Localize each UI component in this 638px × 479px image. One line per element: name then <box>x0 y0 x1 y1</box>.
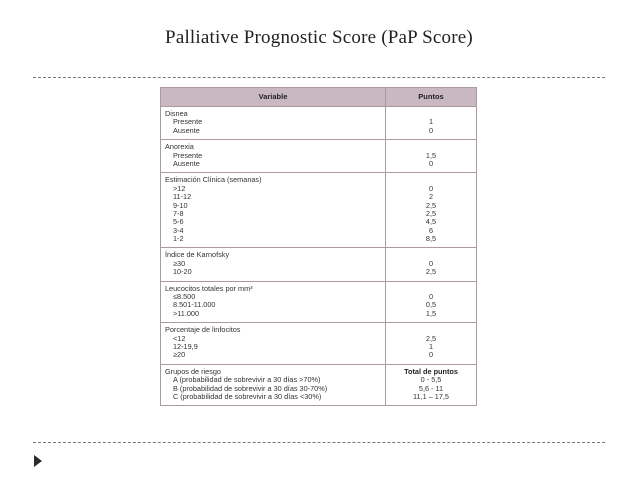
points-cell <box>386 248 477 281</box>
option-points: 1 <box>428 117 434 127</box>
option-points: 0 <box>428 292 434 302</box>
option-points: 0 - 5,5 <box>420 375 442 385</box>
option-label: 5-6 <box>173 217 184 227</box>
option-points: 2 <box>428 192 434 202</box>
option-label: >12 <box>173 183 186 193</box>
option-points: 2,5 <box>425 267 437 277</box>
group-name: Estimación Clínica (semanas) <box>165 175 262 185</box>
table-row-lymphocytes <box>161 323 477 365</box>
option-points: 0 <box>428 125 434 135</box>
option-label: 3-4 <box>173 225 184 235</box>
option-label: Presente <box>173 150 203 160</box>
option-label: ≥20 <box>173 350 186 360</box>
group-name: Disnea <box>165 109 188 118</box>
variable-cell <box>161 248 386 281</box>
option-points: 1 <box>428 341 434 351</box>
option-label: 10-20 <box>173 267 192 277</box>
option-label: ≤8.500 <box>173 292 196 302</box>
option-label: A (probabilidad de sobrevivir a 30 días >70%) <box>173 375 321 385</box>
option-label: 11-12 <box>173 192 192 202</box>
option-label: 7-8 <box>173 208 184 218</box>
variable-cell <box>161 364 386 406</box>
option-points: 2,5 <box>425 208 437 218</box>
group-name: Porcentaje de linfocitos <box>165 325 241 335</box>
pap-score-table <box>160 87 477 406</box>
header-variable: Variable <box>161 88 386 107</box>
option-label: 9-10 <box>173 200 188 210</box>
points-cell <box>386 281 477 323</box>
option-points: 0 <box>428 158 434 168</box>
table-row-anorexia <box>161 140 477 173</box>
option-points: 4,5 <box>425 217 437 227</box>
option-label: B (probabilidad de sobrevivir a 30 días 30-70%) <box>173 383 328 393</box>
header-points: Puntos <box>386 88 477 107</box>
option-label: Ausente <box>173 158 200 168</box>
option-points: 6 <box>428 225 434 235</box>
bottom-divider <box>33 442 605 443</box>
total-points-header: Total de puntos <box>404 366 458 376</box>
option-points: 2,5 <box>425 200 437 210</box>
group-name: Anorexia <box>165 142 194 152</box>
option-label: 12-19,9 <box>173 341 198 351</box>
option-points: 11,1 – 17,5 <box>413 391 449 401</box>
group-name: Grupos de riesgo <box>165 366 221 376</box>
variable-cell <box>161 323 386 365</box>
option-points: 2,5 <box>425 333 437 343</box>
option-points: 1,5 <box>425 308 437 318</box>
option-points: 8,5 <box>425 234 437 244</box>
top-divider <box>33 77 605 78</box>
variable-cell <box>161 140 386 173</box>
table-header-row <box>161 88 477 107</box>
table-row-karnofsky <box>161 248 477 281</box>
option-label: >11.000 <box>173 308 200 318</box>
option-points: 0 <box>428 183 434 193</box>
group-name: Índice de Karnofsky <box>165 250 230 260</box>
option-points: 0 <box>428 258 434 268</box>
bullet-arrow-icon <box>34 455 42 467</box>
slide-title: Palliative Prognostic Score (PaP Score) <box>165 27 473 48</box>
points-cell <box>386 364 477 406</box>
points-cell <box>386 140 477 173</box>
option-points: 5,6 - 11 <box>418 383 444 393</box>
option-points: 1,5 <box>425 150 437 160</box>
points-cell <box>386 107 477 140</box>
table-row-clinical-estimate <box>161 173 477 248</box>
option-points: 0,5 <box>425 300 437 310</box>
variable-cell <box>161 281 386 323</box>
table-row-risk-groups <box>161 364 477 406</box>
option-label: 8.501-11.000 <box>173 300 216 310</box>
option-label: <12 <box>173 333 186 343</box>
option-label: C (probabilidad de sobrevivir a 30 días <30%) <box>173 391 322 401</box>
option-label: ≥30 <box>173 258 186 268</box>
points-cell <box>386 173 477 248</box>
points-cell <box>386 323 477 365</box>
option-label: Ausente <box>173 125 200 135</box>
variable-cell <box>161 173 386 248</box>
variable-cell <box>161 107 386 140</box>
option-label: Presente <box>173 117 203 127</box>
table-row-leukocytes <box>161 281 477 323</box>
table-row-disnea <box>161 107 477 140</box>
group-name: Leucocitos totales por mm³ <box>165 283 253 293</box>
option-points: 0 <box>428 350 434 360</box>
option-label: 1-2 <box>173 234 184 244</box>
